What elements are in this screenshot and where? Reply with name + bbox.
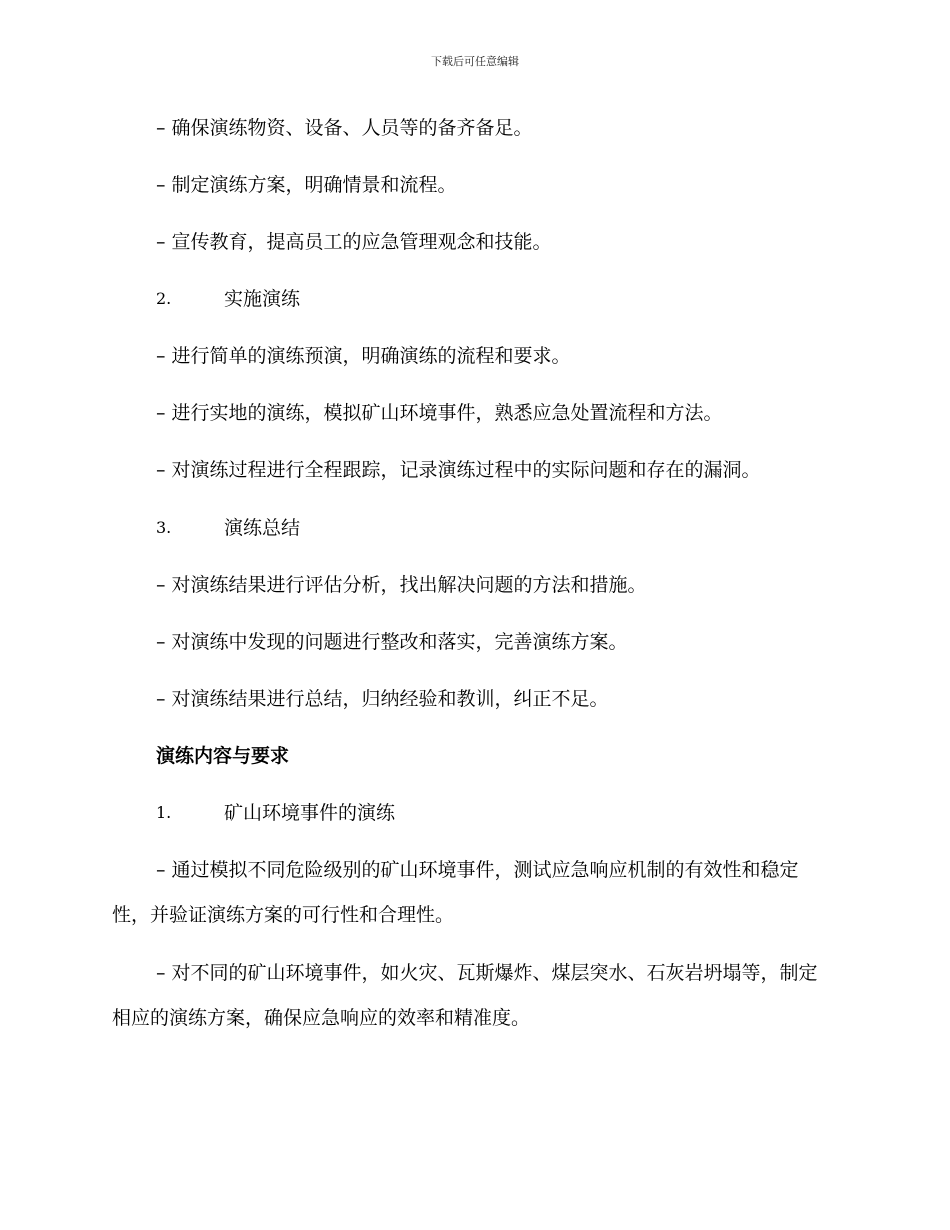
item-number: 2. [156,289,172,308]
section-heading: 演练内容与要求 [156,745,290,767]
item-title: 实施演练 [224,288,301,310]
paragraph: – 进行实地的演练，模拟矿山环境事件，熟悉应急处置流程和方法。 [156,402,723,424]
paragraph: – 对演练结果进行总结，归纳经验和教训，纠正不足。 [156,688,609,710]
paragraph: – 对演练中发现的问题进行整改和落实，完善演练方案。 [156,631,628,653]
item-number: 1. [156,803,172,822]
paragraph: – 对演练结果进行评估分析，找出解决问题的方法和措施。 [156,574,647,596]
page-header: 下载后可任意编辑 [431,55,519,68]
paragraph: – 对不同的矿山环境事件，如火灾、瓦斯爆炸、煤层突水、石灰岩坍塌等，制定相应的演练方案，确保应急响应的效率和精准度。 [112,962,818,1029]
paragraph: – 对演练过程进行全程跟踪，记录演练过程中的实际问题和存在的漏洞。 [156,459,761,481]
numbered-item [112,285,824,313]
paragraph: – 通过模拟不同危险级别的矿山环境事件，测试应急响应机制的有效性和稳定性，并验证演练方案的可行性和合理性。 [112,859,799,926]
numbered-item [112,514,824,542]
item-title: 矿山环境事件的演练 [224,802,396,824]
numbered-item [112,799,824,827]
document-body [112,114,824,1062]
paragraph: – 制定演练方案，明确情景和流程。 [156,174,457,196]
paragraph: – 确保演练物资、设备、人员等的备齐备足。 [156,117,533,139]
paragraph: – 进行简单的演练预演，明确演练的流程和要求。 [156,345,571,367]
item-number: 3. [156,518,172,537]
paragraph: – 宣传教育，提高员工的应急管理观念和技能。 [156,231,552,253]
item-title: 演练总结 [224,517,301,539]
